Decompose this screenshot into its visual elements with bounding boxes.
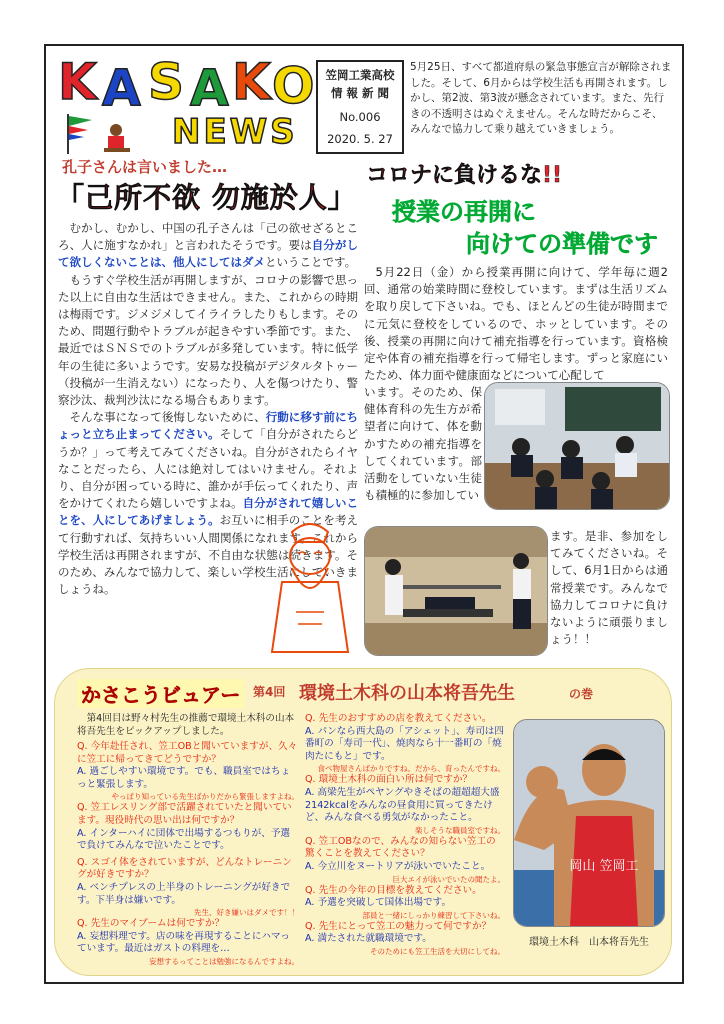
qa-left-4 <box>77 918 299 967</box>
qa-right-5 <box>305 921 505 957</box>
qa-right-1 <box>305 713 505 774</box>
left-highlight-2: 行動に移す前にちょっと立ち止まってください。 <box>58 410 359 442</box>
jersey-text: 岡山 笠岡工 <box>569 859 639 874</box>
qa-right-5-answer: A. 満たされた就職環境です。 <box>305 933 432 945</box>
masthead-logo <box>56 54 316 158</box>
confucius-illustration <box>262 512 358 660</box>
qa-left-3-note: 先生、好き嫌いはダメです！！ <box>194 908 299 918</box>
qa-right-2-question: Q. 環境土木科の面白い所は何ですか？ <box>305 774 473 786</box>
qa-right-1-question: Q. 先生のおすすめの店を教えてください。 <box>305 713 492 724</box>
gym-photo <box>364 526 548 656</box>
teacher-photo-illustration <box>514 720 664 926</box>
qa-right-2-note: 楽しそうな職員室ですね。 <box>415 825 505 835</box>
qa-left-1-question: Q. 今年赴任され、笠工OBと聞いていますが、久々に笠工に帰ってきてどうですか？ <box>77 741 298 765</box>
qa-left-4-question: Q. 先生のマイブームは何ですか？ <box>77 918 225 930</box>
qa-right-3-answer: A. 今立川をヌートリアが泳いでいたこと。 <box>305 860 491 872</box>
interview-title: 環境土木科の山本将吾先生 <box>299 683 515 704</box>
left-paragraph-1: むかし、むかし、中国の孔子さんは「己の欲せざるところ、人に施すなかれ」と言われたそうです。要は自分がして欲しくないことは、他人にしてはダメということです。 <box>58 221 359 270</box>
paper-name-line2: 情 報 新 聞 <box>330 86 389 100</box>
logo-letter-s: S <box>148 53 185 111</box>
qa-right-4 <box>305 885 505 921</box>
logo-letter-a2: A <box>190 59 229 117</box>
logo-news-text: NEWS <box>172 112 298 152</box>
right-article-head2: 授業の再開に <box>392 198 536 226</box>
qa-left-2 <box>77 802 299 852</box>
left-paragraph-2: もうすぐ学校生活が再開しますが、コロナの影響で思った以上に自由な生活はできません。また、これからの時期は梅雨です。ジメジメしてイライラしたりもします。そのため、問題行動やトラブルが起きやすい季節です。また、最近ではＳＮＳでのトラブルが多発しています。特に低学年の生徒に多いようです。安易な投稿がデジタルタトゥー（投稿が一生消えない）になったり、人を傷つけたり、警察沙汰、裁判沙汰になる場合もあります。 <box>58 272 358 408</box>
interview-number: 第4回 <box>253 685 286 699</box>
classroom-photo-illustration <box>485 383 669 509</box>
qa-right-2-answer: A. 高梁先生がペヤングやきそばの超超超大盛2142kcalをみんなの昼食用に買ってきたけど、みんな食べる勇気がなかったこと。 <box>305 786 500 824</box>
right-article-head3: 向けての準備です <box>466 230 658 258</box>
left-article-kicker: 孔子さんは言いました… <box>62 158 228 176</box>
right-paragraph-3: ます。是非、参加をしてみてくださいね。そして、6月1日からは通常授業です。みんなで協力してコロナに負けないように頑張りましょう！！ <box>550 529 668 647</box>
interview-lead: 第4回目は野々村先生の推薦で環境土木科の山本将吾先生をピックアップしました。 <box>77 713 295 737</box>
qa-left-1 <box>77 741 299 802</box>
qa-right-1-answer: A. パンなら西大島の「アシェット」、寿司は四番町の「寿司一代」、焼肉なら十一番町の「焼肉たにもと」です。 <box>305 725 504 762</box>
qa-left-2-question: Q. 笠工レスリング部で活躍されていたと聞いています。現役時代の思い出は何ですか？ <box>77 802 292 826</box>
newsletter-page <box>44 44 684 984</box>
qa-right-1-note: 食べ物屋さんばかりですね。だから、育ったんですね。 <box>317 764 505 774</box>
teacher-photo <box>513 719 665 927</box>
qa-right-4-question: Q. 先生の今年の目標を教えてください。 <box>305 884 482 896</box>
logo-letter-k: K <box>58 53 97 111</box>
qa-left-4-answer: A. 妄想料理です。店の味を再現することにハマっています。最近はガストの料理を… <box>77 930 290 955</box>
right-paragraph-2: います。そのため、保健体育科の先生方が希望者に向けて、体を動かすための補充指導をしてくれています。部活動をしていない生徒も積極的に参加してい <box>364 385 482 503</box>
right-article-head1: コロナに負けるな!! <box>366 163 563 188</box>
teacher-photo-caption: 環境土木科 山本将吾先生 <box>529 937 649 948</box>
qa-left-1-note: やっぱり知っている先生ばかりだから緊張しますよね。 <box>111 792 299 802</box>
left-highlight-3: 自分がされて嬉しいことを、人にしてあげましょう。 <box>58 496 358 528</box>
qa-right-5-note: そのためにも笠工生活を大切にしてね。 <box>370 946 505 956</box>
left-article-quote: 「己所不欲 勿施於人」 <box>56 181 357 214</box>
qa-left-2-answer: A. インターハイに団体で出場するつもりが、予選で負けてみんなで泣いたことです。 <box>77 827 291 852</box>
interview-section <box>54 668 672 976</box>
qa-right-4-answer: A. 予選を突破して国体出場です。 <box>305 897 452 909</box>
logo-letter-k2: K <box>232 53 271 111</box>
classroom-photo <box>484 382 670 510</box>
left-paragraph-3: そんな事になって後悔しないために、行動に移す前にちょっと立ち止まってください。そして「自分がされたらどうか？」って考えてみてくださいね。自分がされたらイヤなことだったら、人には絶対してはいけません。それより、自分が困っている時に、誰かが手伝ってくれたり、声をかけてくれたら嬉しいですよね。自分がされて嬉しいことを、人にしてあげましょう。お互いに相手のことを考えて行動すれば、気持ちいい人間関係になれます。これから学校生活は再開されますが、不自由な状態は続きます。そのため、みんなで協力して、楽しい学校生活にしていきましょうね。 <box>58 410 359 597</box>
qa-left-1-answer: A. 過ごしやすい環境です。でも、職員室ではちょっと緊張します。 <box>77 766 291 790</box>
paper-name-line1: 笠岡工業高校 <box>325 68 395 82</box>
qa-right-3-question: Q. 笠工OBなので、みんなの知らない笠工の驚くことを教えてください？ <box>305 835 496 860</box>
interview-suffix: の巻 <box>569 687 594 701</box>
qa-right-4-note: 部員と一緒にしっかり練習して下さいね。 <box>362 910 505 920</box>
logo-letter-a: A <box>102 59 141 117</box>
logo-letter-o: O <box>272 57 315 115</box>
interview-qa-left <box>77 741 299 967</box>
gym-photo-illustration <box>365 527 547 655</box>
intro-text: 5月25日、すべて都道府県の緊急事態宣言が解除されました。そして、6月からは学校生活も再開されます。しかし、第2波、第3波が懸念されています。また、先行きの不透明さはぬぐえません。そんな時だからこそ、みんなで協力して乗り越えていきましょう。 <box>410 61 672 135</box>
right-paragraph-1: 5月22日（金）から授業再開に向けて、学年毎に週2回、通常の始業時間に登校しています。まずは生活リズムを取り戻して下さいね。でも、ほとんどの生徒が時間までに元気に登校をしているので、ホッとしています。その後、授業の再開に向けて補充指導を行っています。資格検定や体育の補充指導を行って帰宅します。ずっと家庭にいたため、体力面や健康面などについて心配して <box>364 265 668 383</box>
interview-series-title: かさこうビュアー <box>77 679 244 708</box>
qa-left-3 <box>77 857 299 918</box>
paper-info-box <box>316 60 404 154</box>
interview-qa-right <box>305 713 505 957</box>
qa-left-3-question: Q. スゴイ体をされていますが、どんなトレーニングが好きですか？ <box>77 856 292 881</box>
qa-left-4-note: 妄想するってことは勉強になるんですよね。 <box>149 956 299 966</box>
qa-right-3 <box>305 836 505 885</box>
mascot-flag-icon <box>62 110 132 156</box>
issue-number: No.006 <box>339 110 381 124</box>
qa-right-3-note: 巨大エイが泳いでいたの聞たよ。 <box>392 874 505 884</box>
qa-right-2 <box>305 774 505 835</box>
issue-date: 2020. 5. 27 <box>327 132 393 146</box>
left-highlight-1: 自分がして欲しくないことは、他人にしてはダメ <box>58 238 359 270</box>
qa-left-3-answer: A. ベンチプレスの上半身のトレーニングが好きです。下半身は嫌いです。 <box>77 881 291 906</box>
qa-right-5-question: Q. 先生にとって笠工の魅力って何ですか？ <box>305 920 492 932</box>
